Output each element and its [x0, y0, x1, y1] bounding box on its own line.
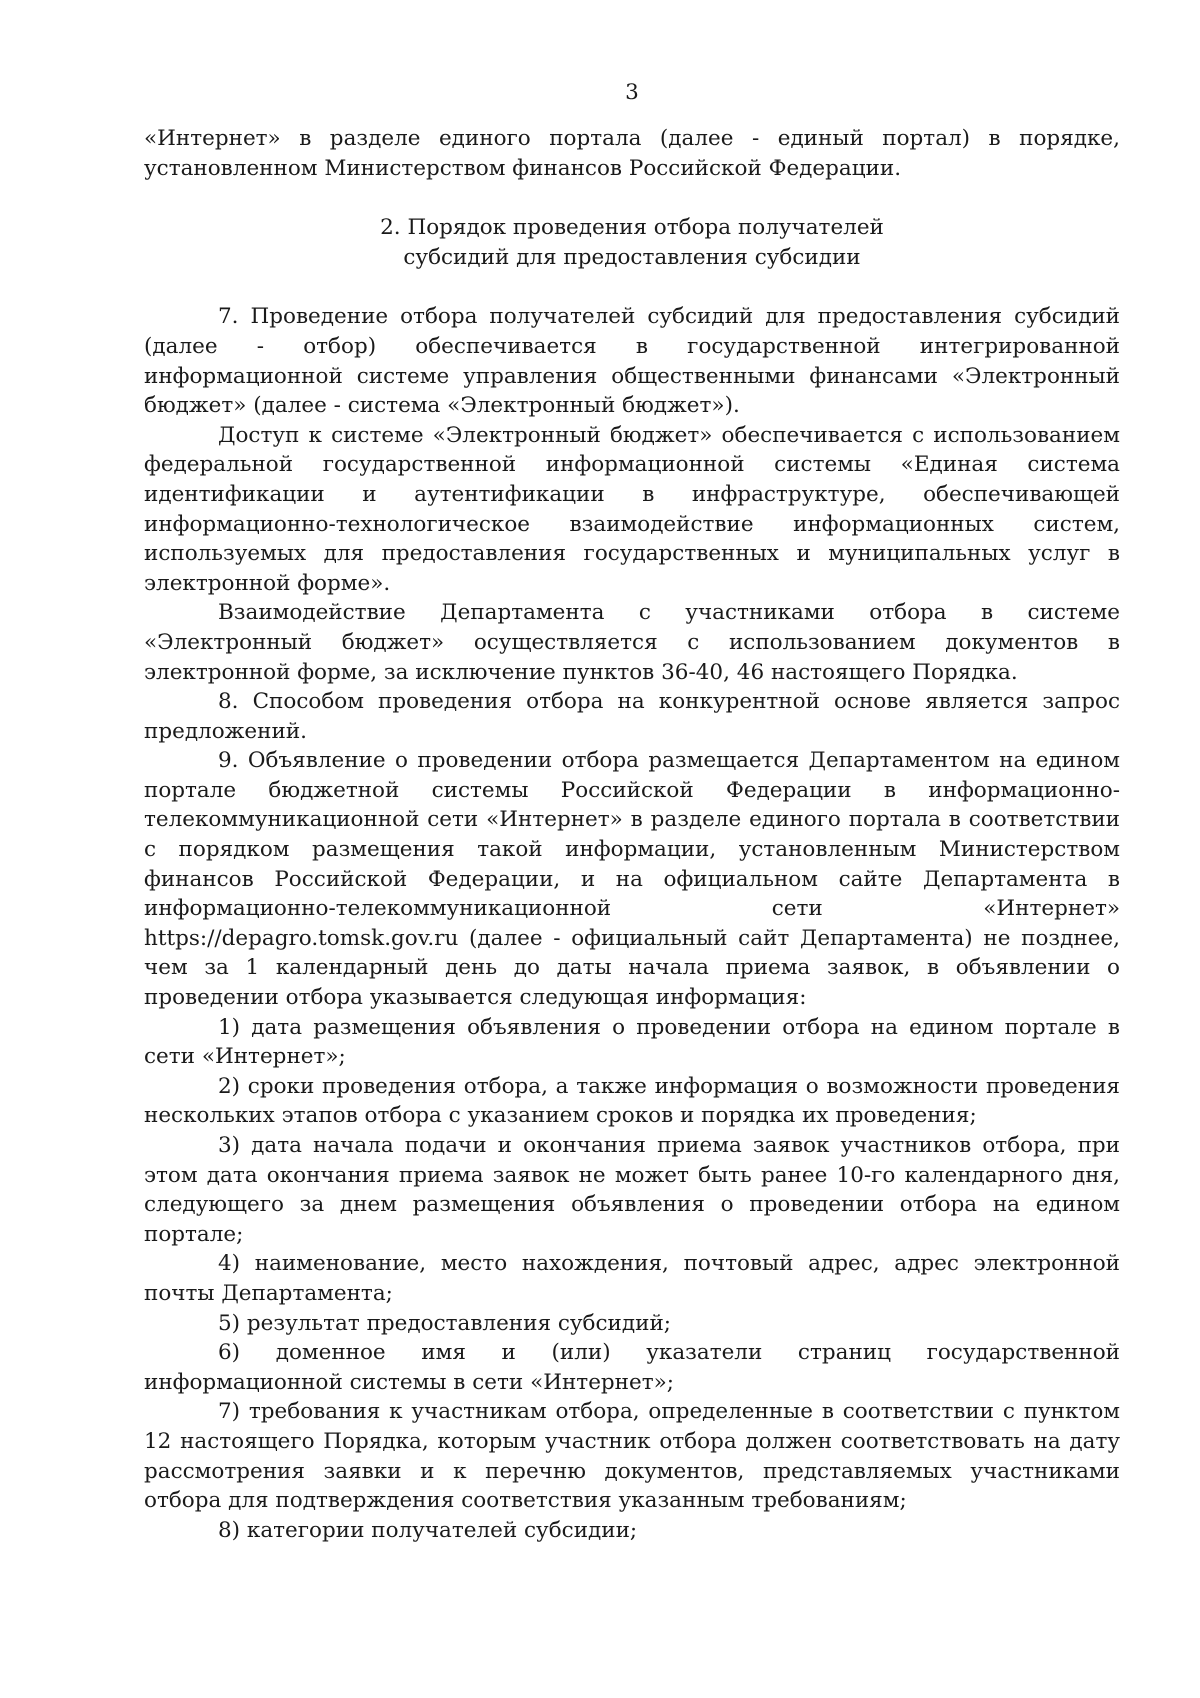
list-item-2: 2) сроки проведения отбора, а также информация о возможности проведения нескольких этапов отбора с указанием сроков и порядка их проведения; — [144, 1073, 1120, 1129]
paragraph-interaction: Взаимодействие Департамента с участниками отбора в системе «Электронный бюджет» осуществляется с использованием документов в электронной форме, за исключение пунктов 36-40, 46 настоящего Порядка. — [144, 600, 1120, 685]
list-item-1: 1) дата размещения объявления о проведении отбора на едином портале в сети «Интернет»; — [144, 1014, 1120, 1070]
paragraph-8: 8. Способом проведения отбора на конкурентной основе является запрос предложений. — [144, 689, 1120, 744]
section-heading-line-1: 2. Порядок проведения отбора получателей — [380, 215, 884, 241]
paragraph-7: 7. Проведение отбора получателей субсидий для предоставления субсидий (далее - отбор) обеспечивается в государственной интегрированной информационной системе управления общественными финансами «Электронный бюджет» (далее - система «Электронный бюджет»). — [144, 304, 1120, 419]
paragraph-9: 9. Объявление о проведении отбора размещается Департаментом на едином портале бюджетной системы Российской Федерации в информационно-телекоммуникационной сети «Интернет» в разделе единого портала в соответствии с порядком размещения такой информации, установленным Министерством финансов Российской Федерации, и на официальном сайте Департамента в информационно-телекоммуникационной сети «Интернет» https://depagro.tomsk.gov.ru (далее - официальный сайт Департамента) не позднее, чем за 1 календарный день до даты начала приема заявок, в объявлении о проведении отбора указывается следующая информация: — [144, 748, 1120, 1011]
section-heading-line-2: субсидий для предоставления субсидии — [403, 244, 861, 270]
intro-paragraph: «Интернет» в разделе единого портала (далее - единый портал) в порядке, установленном Министерством финансов Российской Федерации. — [144, 126, 1120, 181]
list-item-5: 5) результат предоставления субсидий; — [218, 1310, 672, 1336]
section-heading — [144, 213, 1120, 272]
list-item-8: 8) категории получателей субсидии; — [218, 1517, 638, 1543]
list-item-4: 4) наименование, место нахождения, почтовый адрес, адрес электронной почты Департамента; — [144, 1251, 1120, 1306]
page-number: 3 — [625, 80, 639, 105]
paragraph-access: Доступ к системе «Электронный бюджет» обеспечивается с использованием федеральной государственной информационной системы «Единая система идентификации и аутентификации в инфраструктуре, обеспечивающей информационно-технологическое взаимодействие информационных систем, используемых для предоставления государственных и муниципальных услуг в электронной форме». — [144, 422, 1120, 596]
list-item-7: 7) требования к участникам отбора, определенные в соответствии с пунктом 12 настоящего Порядка, которым участник отбора должен соответствовать на дату рассмотрения заявки и к перечню документов, представляемых участниками отбора для подтверждения соответствия указанным требованиям; — [144, 1399, 1120, 1514]
list-item-6: 6) доменное имя и (или) указатели страниц государственной информационной системы в сети «Интернет»; — [144, 1340, 1120, 1395]
list-item-3: 3) дата начала подачи и окончания приема заявок участников отбора, при этом дата окончания приема заявок не может быть ранее 10-го календарного дня, следующего за днем размещения объявления о проведении отбора на едином портале; — [144, 1133, 1120, 1247]
